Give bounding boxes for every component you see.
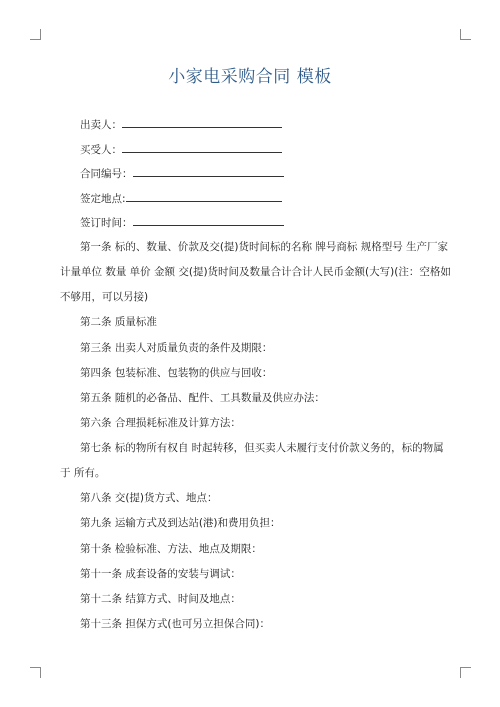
- clause-1-line-2: 计量单位 数量 单价 金额 交(提)货时间及数量合计合计人民币金额(大写)(注：空格如: [60, 266, 451, 278]
- signing-time-field[interactable]: [80, 214, 284, 230]
- clause-10: 第十条 检验标准、方法、地点及期限：: [80, 543, 262, 555]
- contract-number-blank[interactable]: [133, 165, 284, 177]
- clause-6: 第六条 合理损耗标准及计算方法：: [80, 417, 241, 429]
- seller-blank[interactable]: [122, 116, 282, 128]
- contract-number-label: 合同编号：: [80, 168, 133, 180]
- signing-time-label: 签订时间：: [80, 217, 133, 229]
- signing-time-blank[interactable]: [133, 214, 284, 226]
- clause-2: 第二条 质量标准: [80, 316, 157, 328]
- buyer-field[interactable]: [80, 141, 282, 157]
- buyer-blank[interactable]: [122, 141, 282, 153]
- signing-place-label: 签定地点:: [80, 193, 126, 205]
- clause-8: 第八条 交(提)货方式、地点：: [80, 492, 218, 504]
- seller-label: 出卖人：: [80, 119, 122, 131]
- clause-13: 第十三条 担保方式(也可另立担保合同)：: [80, 618, 271, 630]
- clause-1-line-1: 第一条 标的、数量、价款及交(提)货时间标的名称 牌号商标 规格型号 生产厂家: [80, 241, 449, 253]
- clause-5: 第五条 随机的必备品、配件、工具数量及供应办法：: [80, 392, 325, 404]
- signing-place-blank[interactable]: [126, 190, 282, 202]
- clause-1-line-3: 不够用，可以另接): [60, 291, 149, 303]
- clause-12: 第十二条 结算方式、时间及地点：: [80, 593, 241, 605]
- document-title: 小家电采购合同 模板: [168, 67, 332, 87]
- clause-9: 第九条 运输方式及到达站(港)和费用负担：: [80, 517, 281, 529]
- clause-4: 第四条 包装标准、包装物的供应与回收：: [80, 367, 273, 379]
- crop-mark-top-left: [30, 29, 41, 40]
- clause-7-line-2: 于 所有。: [60, 467, 106, 479]
- signing-place-field[interactable]: [80, 190, 282, 206]
- crop-mark-bottom-left: [30, 667, 41, 678]
- seller-field[interactable]: [80, 116, 282, 132]
- contract-number-field[interactable]: [80, 165, 284, 181]
- crop-mark-bottom-right: [460, 667, 471, 678]
- clause-11: 第十一条 成套设备的安装与调试：: [80, 568, 241, 580]
- buyer-label: 买受人：: [80, 144, 122, 156]
- clause-3: 第三条 出卖人对质量负责的条件及期限：: [80, 342, 273, 354]
- clause-7-line-1: 第七条 标的物所有权自 时起转移，但买卖人未履行支付价款义务的，标的物属: [80, 442, 444, 454]
- crop-mark-top-right: [460, 29, 471, 40]
